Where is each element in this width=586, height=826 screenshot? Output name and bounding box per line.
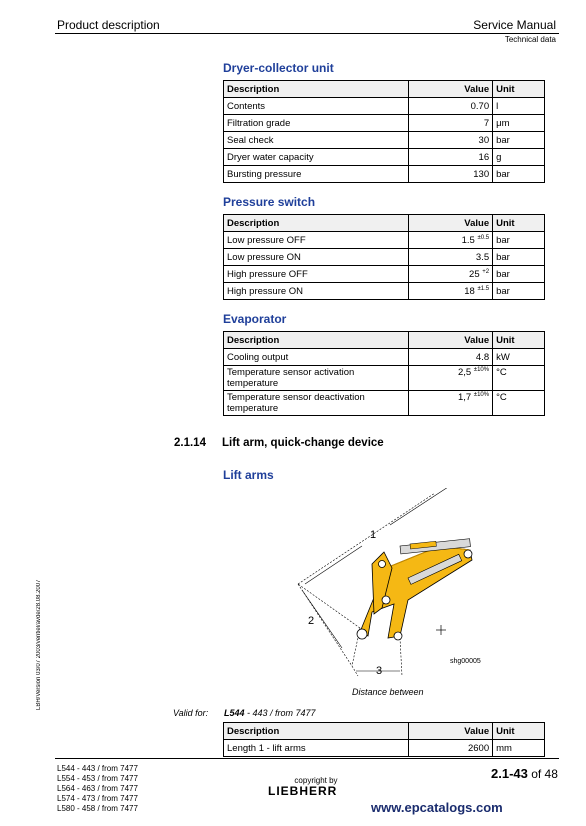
table-row [224, 266, 545, 283]
cell-description: Contents [224, 98, 409, 115]
cell-value [409, 283, 493, 300]
cell-description: Filtration grade [224, 115, 409, 132]
valid-for-serial: - 443 / from 7477 [244, 708, 316, 718]
cell-value [409, 349, 493, 366]
cell-description: Dryer water capacity [224, 149, 409, 166]
cell-value: 2600 [409, 740, 493, 757]
cell-description: Seal check [224, 132, 409, 149]
value-number: 2,5 [457, 367, 472, 378]
footer-model: L554 - 453 / from 7477 [57, 774, 138, 783]
table-row [224, 283, 545, 300]
table-row [224, 232, 545, 249]
lift-arms-table [223, 722, 545, 757]
cell-description: High pressure OFF [224, 266, 409, 283]
cell-unit: °C [493, 391, 545, 416]
value-number: 4.8 [475, 351, 490, 363]
cell-description: Cooling output [224, 349, 409, 366]
value-tolerance: ±10% [473, 391, 490, 398]
cell-unit: °C [493, 366, 545, 391]
cell-value [409, 232, 493, 249]
cell-value: 16 [409, 149, 493, 166]
cell-description: Temperature sensor deactivation temperature [224, 391, 409, 416]
cell-unit: bar [493, 249, 545, 266]
table-row [224, 366, 545, 391]
pressure-switch-table [223, 214, 545, 300]
cell-description: High pressure ON [224, 283, 409, 300]
header-service-manual: Service Manual [473, 18, 556, 32]
cell-unit: bar [493, 232, 545, 249]
header-description: Description [224, 215, 409, 232]
cell-description: Length 1 - lift arms [224, 740, 409, 757]
cell-value: 0.70 [409, 98, 493, 115]
cell-value: 7 [409, 115, 493, 132]
header-product-description: Product description [57, 18, 160, 32]
header-unit: Unit [493, 332, 545, 349]
table-row [224, 249, 545, 266]
version-sidebar: LBH/Version 03/07 2003/ventiel/avde/28.08.2007 [36, 579, 42, 710]
cell-value: 30 [409, 132, 493, 149]
section-heading [174, 437, 384, 449]
cell-unit: bar [493, 166, 545, 183]
dimension-label-1: 1 [370, 529, 377, 541]
table-row [224, 740, 545, 757]
diagram-caption: Distance between [352, 687, 424, 697]
header-description: Description [224, 81, 409, 98]
evaporator-table [223, 331, 545, 416]
cell-unit: μm [493, 115, 545, 132]
cell-description: Low pressure OFF [224, 232, 409, 249]
value-number: 25 [469, 268, 480, 280]
cell-value [409, 366, 493, 391]
lift-arms-title: Lift arms [223, 468, 274, 482]
dimension-label-3: 3 [376, 665, 383, 677]
cell-unit: bar [493, 266, 545, 283]
cell-value [409, 249, 493, 266]
dryer-table [223, 80, 545, 183]
pressure-switch-title: Pressure switch [223, 195, 316, 209]
lift-arm-diagram [290, 488, 500, 700]
header-unit: Unit [493, 723, 545, 740]
footer-copyright: copyright by [294, 776, 338, 785]
table-row [224, 166, 545, 183]
table-header-row [224, 81, 545, 98]
header-description: Description [224, 332, 409, 349]
header-technical-data: Technical data [504, 35, 556, 44]
footer-model: L544 - 443 / from 7477 [57, 764, 138, 773]
table-row [224, 132, 545, 149]
value-number: 18 [464, 285, 475, 297]
value-number: 1,7 [457, 392, 472, 403]
header-value: Value [409, 215, 493, 232]
table-row [224, 349, 545, 366]
footer-rule [55, 758, 559, 759]
valid-for-value [224, 708, 316, 718]
table-row [224, 115, 545, 132]
page-number-main: 2.1-43 [491, 766, 528, 781]
cell-description: Temperature sensor activation temperature [224, 366, 409, 391]
table-header-row [224, 723, 545, 740]
header-value: Value [409, 723, 493, 740]
cell-description: Bursting pressure [224, 166, 409, 183]
drawing-code: shg00005 [450, 658, 481, 665]
value-tolerance: ±1.5 [477, 285, 490, 292]
value-tolerance: ±0.5 [477, 234, 490, 241]
section-number: 2.1.14 [174, 437, 206, 449]
cell-value [409, 266, 493, 283]
cell-unit: mm [493, 740, 545, 757]
table-header-row [224, 215, 545, 232]
watermark-link[interactable]: www.epcatalogs.com [371, 800, 503, 815]
center-cross [436, 625, 446, 635]
header-rule [55, 33, 559, 34]
page-number [491, 766, 558, 781]
cell-unit: bar [493, 283, 545, 300]
cell-value: 130 [409, 166, 493, 183]
footer-model: L580 - 458 / from 7477 [57, 804, 138, 813]
table-row [224, 391, 545, 416]
footer-model: L574 - 473 / from 7477 [57, 794, 138, 803]
header-unit: Unit [493, 81, 545, 98]
header-description: Description [224, 723, 409, 740]
header-value: Value [409, 81, 493, 98]
cell-unit: g [493, 149, 545, 166]
liebherr-logo: LIEBHERR [268, 784, 338, 798]
section-title: Lift arm, quick-change device [222, 437, 384, 449]
value-number: 1.5 [461, 234, 475, 246]
cell-value [409, 391, 493, 416]
valid-for-model: L544 [224, 708, 245, 718]
cell-unit: kW [493, 349, 545, 366]
value-tolerance: +2 [482, 268, 490, 275]
value-tolerance: ±10% [473, 366, 490, 373]
table-row [224, 149, 545, 166]
cell-unit: bar [493, 132, 545, 149]
dimension-label-2: 2 [308, 615, 315, 627]
header-unit: Unit [493, 215, 545, 232]
cell-unit: l [493, 98, 545, 115]
table-header-row [224, 332, 545, 349]
header-value: Value [409, 332, 493, 349]
footer-model-list [57, 764, 138, 814]
value-number: 3.5 [475, 251, 490, 263]
evaporator-title: Evaporator [223, 312, 287, 326]
table-row [224, 98, 545, 115]
dryer-title: Dryer-collector unit [223, 61, 334, 75]
cell-description: Low pressure ON [224, 249, 409, 266]
valid-for-label: Valid for: [173, 708, 209, 718]
footer-model: L564 - 463 / from 7477 [57, 784, 138, 793]
page-total: of 48 [531, 767, 558, 781]
